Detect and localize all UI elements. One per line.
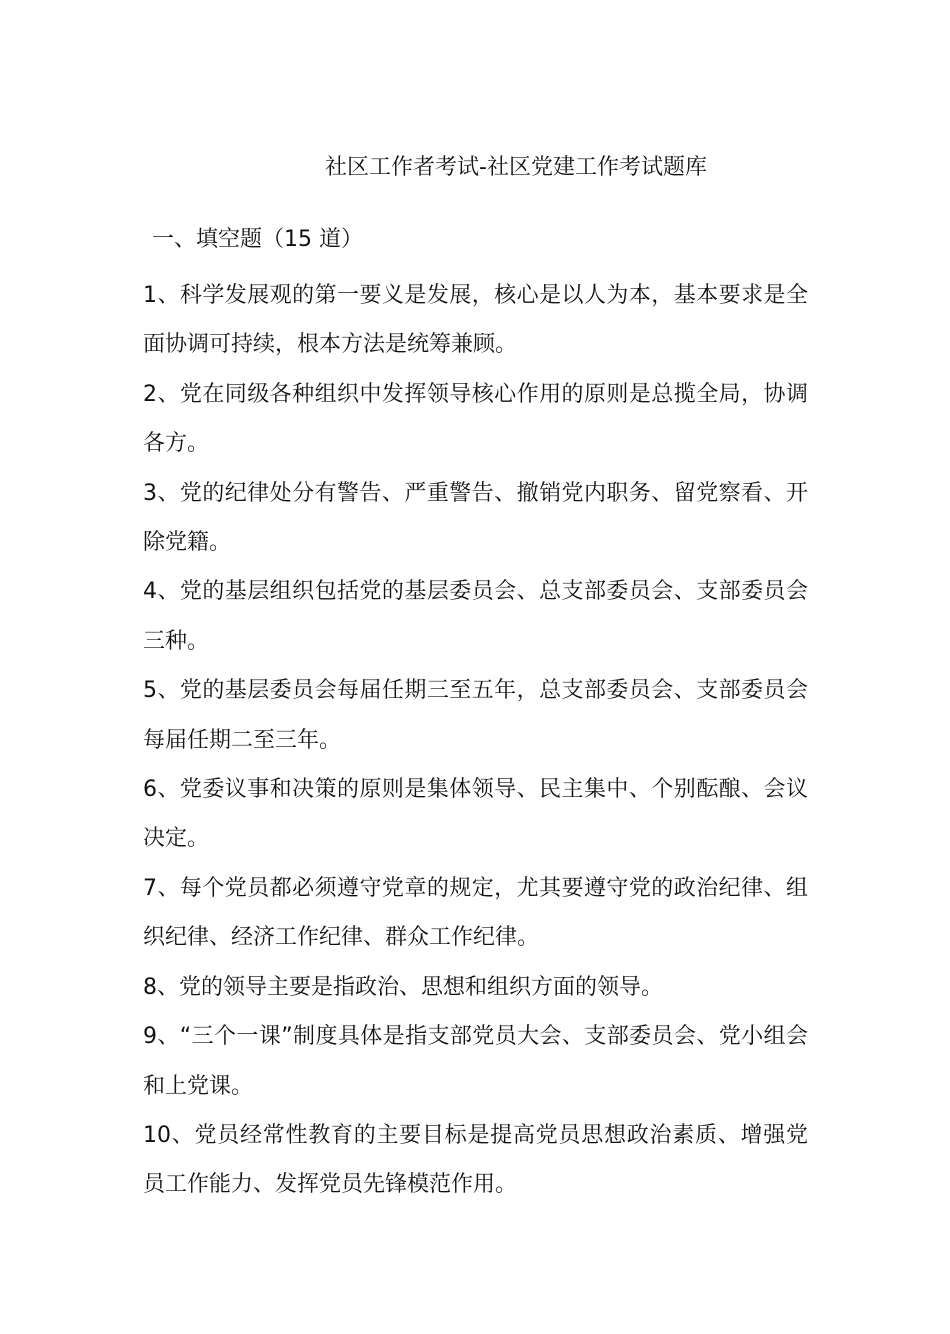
section-heading: 一、填空题（15 道） — [152, 227, 363, 252]
document-title: 社区工作者考试-社区党建工作考试题库 — [325, 155, 707, 180]
question-item: 10、党员经常性教育的主要目标是提高党员思想政治素质、增强党员工作能力、发挥党员先锋模范作用。 — [143, 1122, 808, 1198]
question-item: 3、党的纪律处分有警告、严重警告、撤销党内职务、留党察看、开除党籍。 — [143, 480, 808, 556]
question-item: 2、党在同级各种组织中发挥领导核心作用的原则是总揽全局，协调各方。 — [143, 381, 808, 457]
question-item: 7、每个党员都必须遵守党章的规定，尤其要遵守党的政治纪律、组织纪律、经济工作纪律、群众工作纪律。 — [143, 875, 808, 951]
question-item: 9、“三个一课”制度具体是指支部党员大会、支部委员会、党小组会和上党课。 — [143, 1024, 808, 1099]
question-item: 4、党的基层组织包括党的基层委员会、总支部委员会、支部委员会三种。 — [143, 579, 808, 654]
question-item: 8、党的领导主要是指政治、思想和组织方面的领导。 — [143, 974, 663, 1000]
question-list — [143, 271, 808, 1210]
question-item: 6、党委议事和决策的原则是集体领导、民主集中、个别酝酿、会议决定。 — [143, 777, 808, 852]
question-item: 5、党的基层委员会每届任期三至五年，总支部委员会、支部委员会每届任期二至三年。 — [143, 678, 808, 753]
question-item: 1、科学发展观的第一要义是发展，核心是以人为本，基本要求是全面协调可持续，根本方法是统筹兼顾。 — [143, 283, 808, 358]
